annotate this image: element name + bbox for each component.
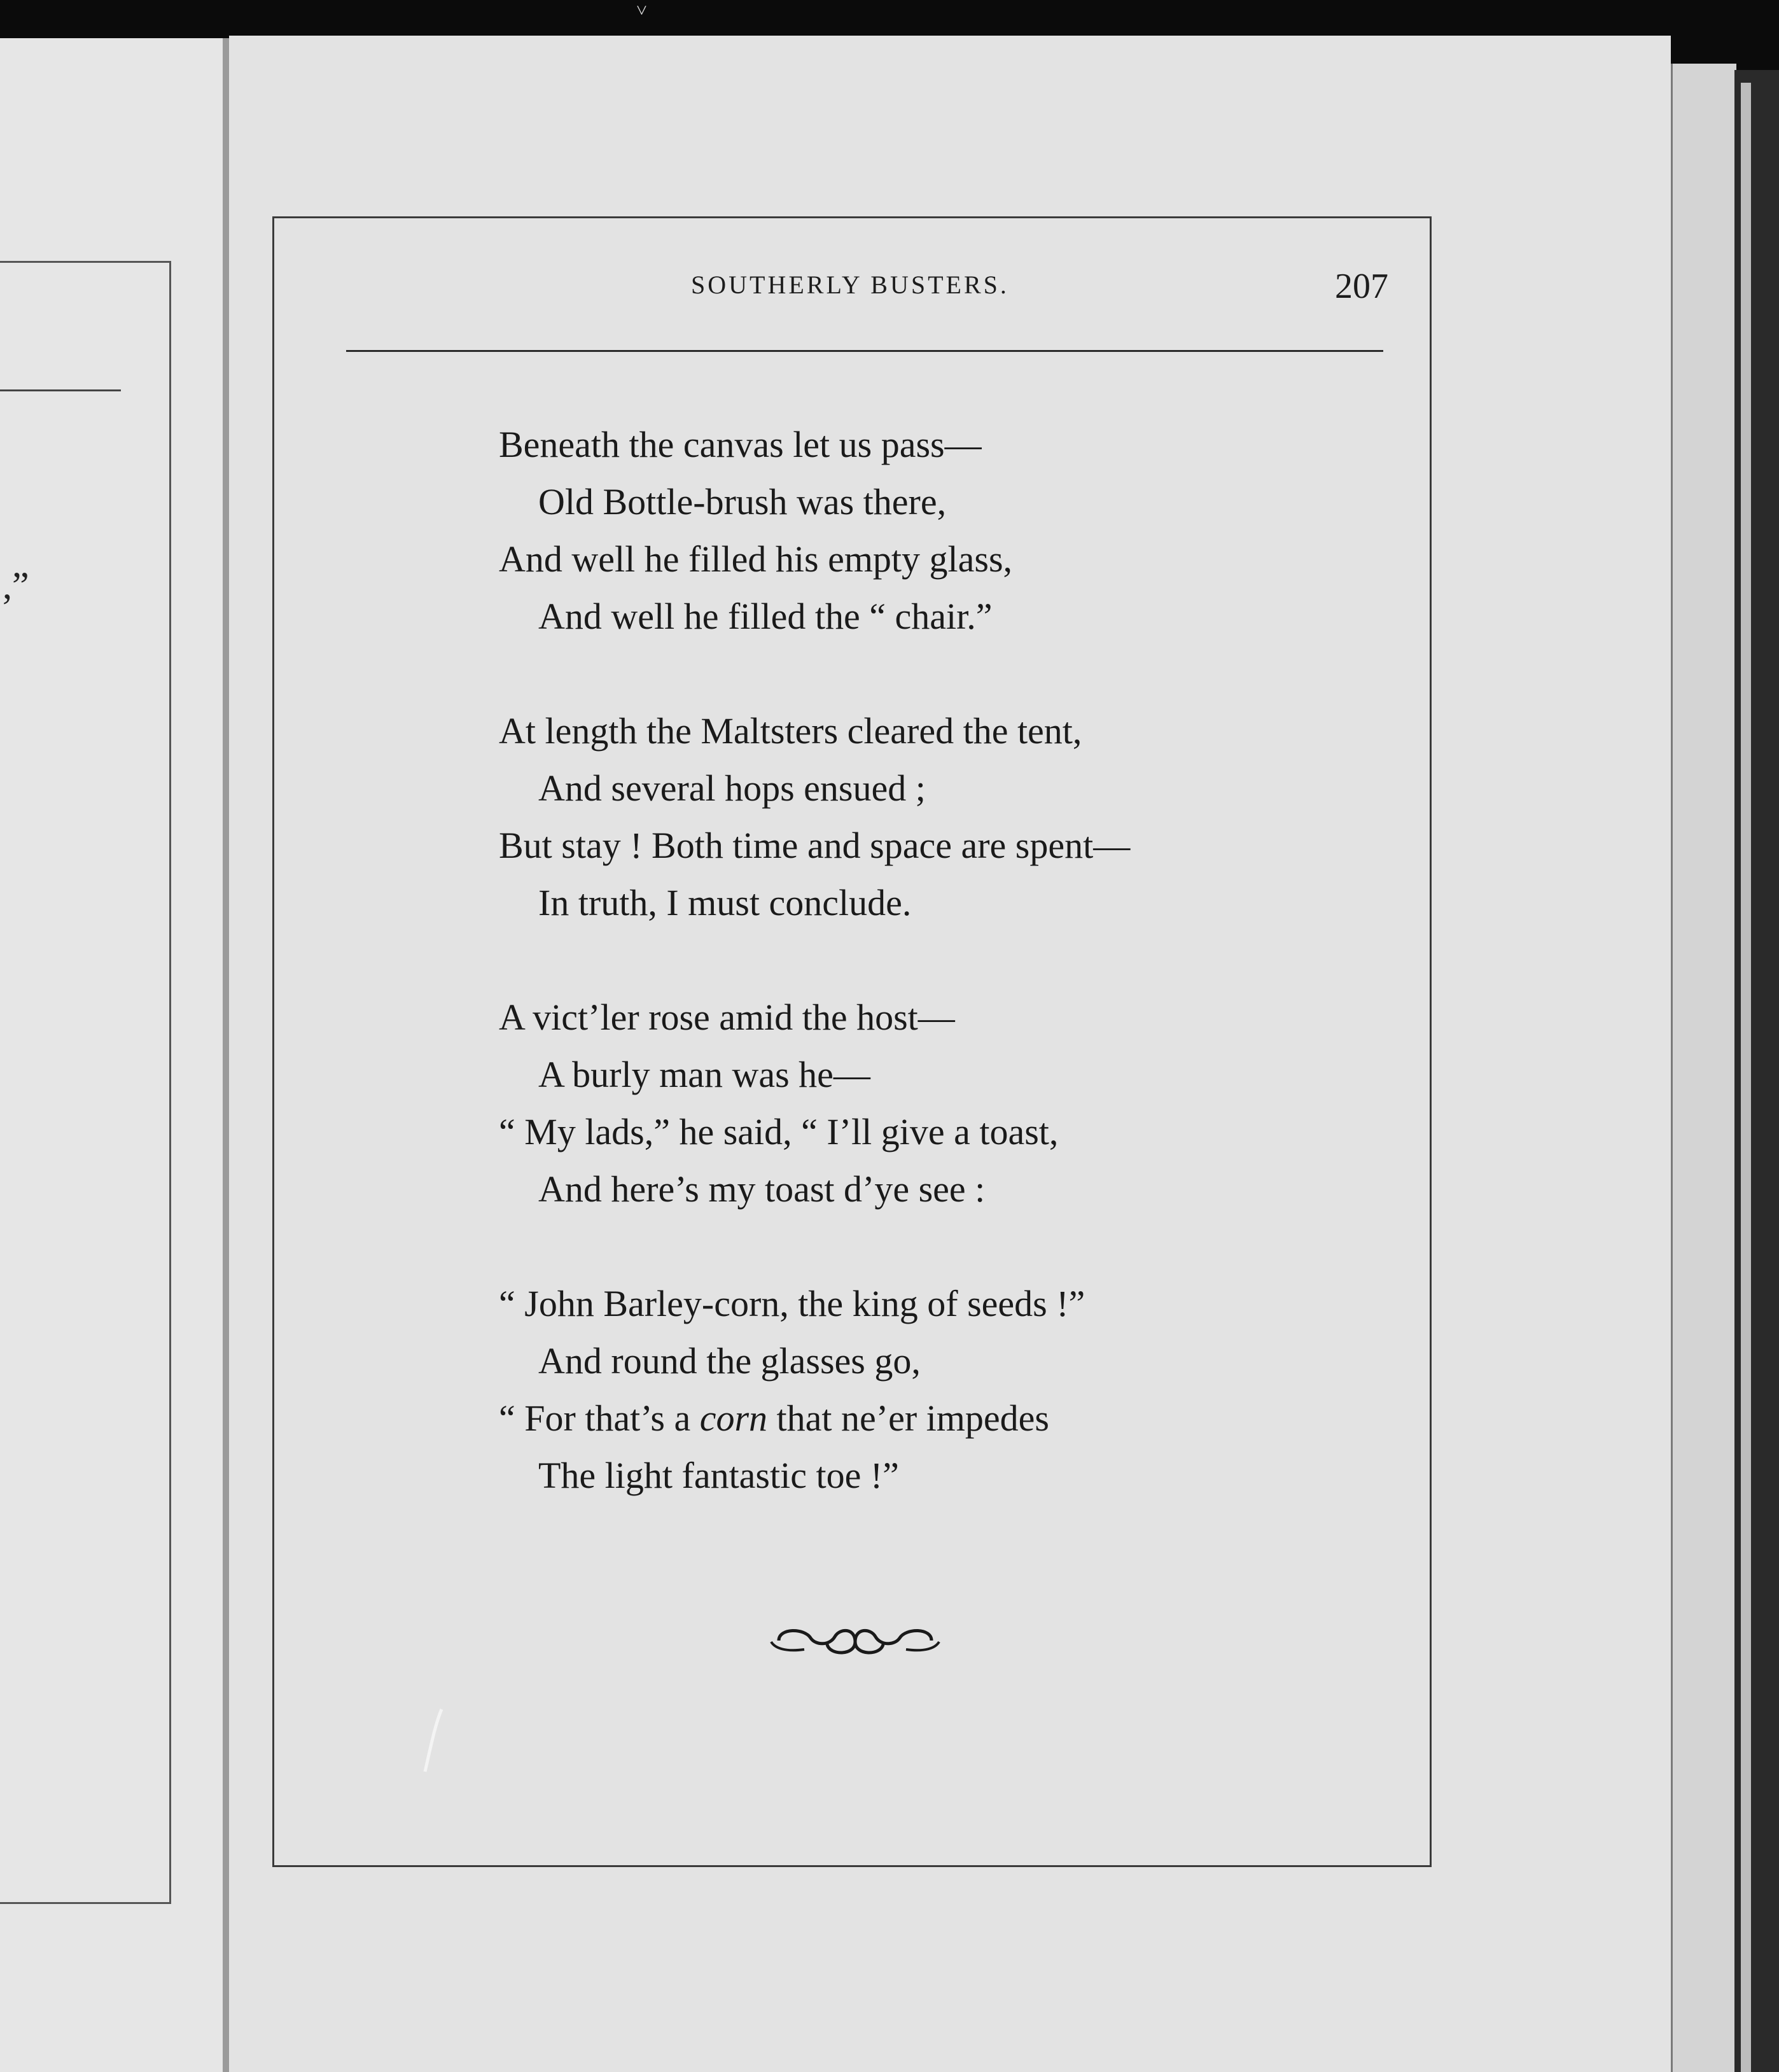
verse-line: And well he filled the “ chair.” xyxy=(538,596,993,637)
verse-line: And several hops ensued ; xyxy=(538,767,926,809)
verse-line: At length the Maltsters cleared the tent, xyxy=(499,710,1082,752)
stray-pen-mark xyxy=(420,1705,445,1775)
scroll-tailpiece-ornament-icon xyxy=(766,1616,944,1667)
stanza-2 xyxy=(499,703,1377,932)
verse-line: In truth, I must conclude. xyxy=(538,882,912,923)
verse-text: that ne’er impedes xyxy=(767,1397,1049,1439)
verse-line: The light fantastic toe !” xyxy=(538,1455,899,1496)
poem xyxy=(499,416,1377,1562)
verse-line: “ John Barley-corn, the king of seeds !” xyxy=(499,1283,1085,1324)
stanza-3 xyxy=(499,989,1377,1218)
left-page-fragment xyxy=(0,38,224,2072)
page-edge-strip xyxy=(1741,83,1751,2072)
verse-line: Beneath the canvas let us pass— xyxy=(499,424,982,465)
stanza-1 xyxy=(499,416,1377,645)
verse-text: “ For that’s a xyxy=(499,1397,700,1439)
left-page-head-rule xyxy=(0,389,121,391)
italic-word: corn xyxy=(699,1397,768,1439)
verse-line: Old Bottle-brush was there, xyxy=(538,481,947,522)
page-number: 207 xyxy=(1335,267,1388,306)
verse-line: And round the glasses go, xyxy=(538,1340,921,1382)
page-edges xyxy=(1671,64,1736,2072)
left-page-border xyxy=(0,261,171,1904)
verse-line xyxy=(499,1390,1377,1447)
scan-speck: ˅ xyxy=(636,0,647,21)
verse-line: And here’s my toast d’ye see : xyxy=(538,1168,986,1210)
verse-line: But stay ! Both time and space are spent— xyxy=(499,825,1131,866)
left-page-text-fragment: ,” xyxy=(3,564,29,606)
running-head: SOUTHERLY BUSTERS. xyxy=(691,270,1009,299)
header-rule xyxy=(346,350,1383,352)
stanza-4 xyxy=(499,1275,1377,1504)
verse-line: A burly man was he— xyxy=(538,1054,870,1095)
verse-line: And well he filled his empty glass, xyxy=(499,538,1013,580)
verse-line: A vict’ler rose amid the host— xyxy=(499,997,955,1038)
book-gutter xyxy=(223,38,229,2072)
verse-line: “ My lads,” he said, “ I’ll give a toast, xyxy=(499,1111,1059,1152)
